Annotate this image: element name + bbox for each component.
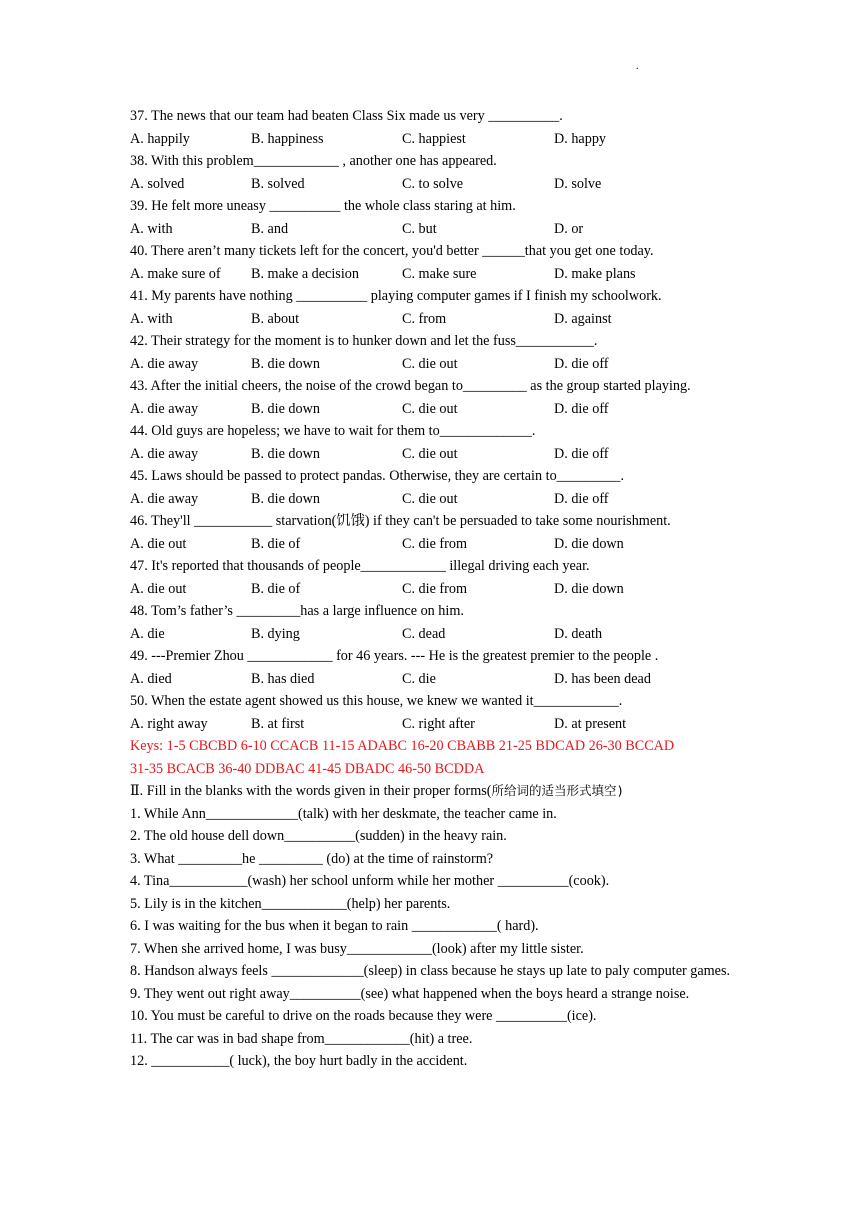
option-c: C. die out	[402, 400, 458, 417]
question-stem: 48. Tom’s father’s _________has a large influence on him.	[130, 603, 464, 619]
fill-item: 11. The car was in bad shape from____________(hit) a tree.	[130, 1030, 473, 1047]
option-d: D. death	[554, 625, 603, 642]
option-d: D. die down	[554, 535, 624, 552]
question-options	[130, 533, 740, 556]
option-c: C. right after	[402, 715, 475, 732]
worksheet-content	[130, 105, 740, 1073]
fill-item: 4. Tina___________(wash) her school unform while her mother __________(cook).	[130, 873, 610, 889]
option-b: B. at first	[251, 715, 305, 732]
option-c: C. die out	[402, 490, 458, 507]
header-mark: .	[636, 61, 639, 72]
option-d: D. at present	[554, 715, 627, 732]
question-options	[130, 128, 740, 151]
option-a: A. right away	[130, 715, 208, 732]
option-b: B. die down	[251, 355, 320, 372]
option-b: B. die down	[251, 445, 320, 462]
fill-item: 9. They went out right away__________(see) what happened when the boys heard a strange noise.	[130, 985, 690, 1002]
multiple-choice-section	[130, 105, 740, 735]
question-stem: 42. Their strategy for the moment is to hunker down and let the fuss___________.	[130, 333, 598, 349]
option-b: B. dying	[251, 625, 300, 642]
option-c: C. die from	[402, 535, 468, 552]
option-a: A. die out	[130, 580, 187, 597]
question-stem: 46. They'll ___________ starvation(饥饿) if they can't be persuaded to take some nourishment.	[130, 513, 671, 529]
option-a: A. solved	[130, 175, 185, 192]
option-a: A. happily	[130, 130, 190, 147]
option-d: D. die off	[554, 445, 609, 462]
question-stem: 44. Old guys are hopeless; we have to wait for them to_____________.	[130, 423, 536, 439]
option-d: D. die down	[554, 580, 624, 597]
option-c: C. from	[402, 310, 447, 327]
option-b: B. die down	[251, 490, 320, 507]
question-stem: 38. With this problem____________ , another one has appeared.	[130, 153, 497, 169]
fill-item: 2. The old house dell down__________(sudden) in the heavy rain.	[130, 828, 507, 844]
option-a: A. die away	[130, 445, 199, 462]
option-d: D. die off	[554, 355, 609, 372]
option-c: C. but	[402, 220, 437, 237]
question-options	[130, 623, 740, 646]
option-c: C. die out	[402, 445, 458, 462]
option-d: D. die off	[554, 490, 609, 507]
option-d: D. die off	[554, 400, 609, 417]
option-a: A. die away	[130, 355, 199, 372]
option-c: C. die from	[402, 580, 468, 597]
option-c: C. die	[402, 670, 436, 687]
option-d: D. make plans	[554, 265, 636, 282]
option-b: B. about	[251, 310, 300, 327]
option-c: C. happiest	[402, 130, 466, 147]
fill-item: 10. You must be careful to drive on the roads because they were __________(ice).	[130, 1008, 597, 1024]
question-stem: 41. My parents have nothing __________ playing computer games if I finish my schoolwork.	[130, 288, 662, 304]
question-stem: 47. It's reported that thousands of people____________ illegal driving each year.	[130, 558, 590, 574]
fill-in-blanks-section	[130, 803, 740, 1073]
option-b: B. make a decision	[251, 265, 359, 282]
option-a: A. with	[130, 310, 173, 327]
option-d: D. or	[554, 220, 584, 237]
question-options	[130, 173, 740, 196]
option-b: B. die of	[251, 580, 301, 597]
question-stem: 45. Laws should be passed to protect pandas. Otherwise, they are certain to_________.	[130, 468, 625, 484]
section-2-heading-cn: 所给词的适当形式填空)	[491, 783, 625, 798]
question-stem: 43. After the initial cheers, the noise of the crowd began to_________ as the group started playing.	[130, 378, 691, 394]
question-stem: 40. There aren’t many tickets left for the concert, you'd better ______that you get one today.	[130, 243, 654, 259]
option-c: C. make sure	[402, 265, 477, 282]
question-options	[130, 578, 740, 601]
question-options	[130, 308, 740, 331]
question-stem: 37. The news that our team had beaten Class Six made us very __________.	[130, 108, 563, 124]
fill-item: 12. ___________( luck), the boy hurt badly in the accident.	[130, 1053, 468, 1069]
option-d: D. solve	[554, 175, 602, 192]
question-options	[130, 353, 740, 376]
option-a: A. died	[130, 670, 172, 687]
fill-item: 3. What _________he _________ (do) at the time of rainstorm?	[130, 850, 494, 867]
question-options	[130, 713, 740, 736]
question-stem: 49. ---Premier Zhou ____________ for 46 years. --- He is the greatest premier to the people .	[130, 648, 659, 664]
question-options	[130, 398, 740, 421]
option-b: B. and	[251, 220, 289, 237]
option-a: A. with	[130, 220, 173, 237]
answer-keys-line-2: 31-35 BCACB 36-40 DDBAC 41-45 DBADC 46-50 BCDDA	[130, 760, 485, 777]
question-options	[130, 488, 740, 511]
question-options	[130, 443, 740, 466]
option-b: B. has died	[251, 670, 315, 687]
question-options	[130, 668, 740, 691]
option-a: A. die out	[130, 535, 187, 552]
question-options	[130, 218, 740, 241]
option-d: D. has been dead	[554, 670, 651, 687]
fill-item: 7. When she arrived home, I was busy____________(look) after my little sister.	[130, 940, 584, 957]
section-2-heading-en: Ⅱ. Fill in the blanks with the words given in their proper forms(	[130, 783, 492, 799]
option-a: A. die away	[130, 400, 199, 417]
option-a: A. make sure of	[130, 265, 221, 282]
option-b: B. solved	[251, 175, 305, 192]
option-d: D. against	[554, 310, 612, 327]
fill-item: 8. Handson always feels _____________(sleep) in class because he stays up late to paly computer games.	[130, 963, 731, 979]
fill-item: 1. While Ann_____________(talk) with her deskmate, the teacher came in.	[130, 805, 557, 822]
fill-item: 5. Lily is in the kitchen____________(help) her parents.	[130, 895, 451, 912]
fill-item: 6. I was waiting for the bus when it began to rain ____________( hard).	[130, 918, 539, 934]
option-a: A. die away	[130, 490, 199, 507]
option-d: D. happy	[554, 130, 607, 147]
option-b: B. die of	[251, 535, 301, 552]
option-c: C. die out	[402, 355, 458, 372]
question-stem: 50. When the estate agent showed us this house, we knew we wanted it____________.	[130, 693, 623, 709]
question-stem: 39. He felt more uneasy __________ the whole class staring at him.	[130, 198, 516, 214]
answer-keys-line-1: Keys: 1-5 CBCBD 6-10 CCACB 11-15 ADABC 16-20 CBABB 21-25 BDCAD 26-30 BCCAD	[130, 738, 675, 754]
option-a: A. die	[130, 625, 165, 642]
option-b: B. happiness	[251, 130, 324, 147]
option-c: C. to solve	[402, 175, 464, 192]
option-b: B. die down	[251, 400, 320, 417]
question-options	[130, 263, 740, 286]
section-2-heading	[130, 780, 740, 803]
option-c: C. dead	[402, 625, 446, 642]
